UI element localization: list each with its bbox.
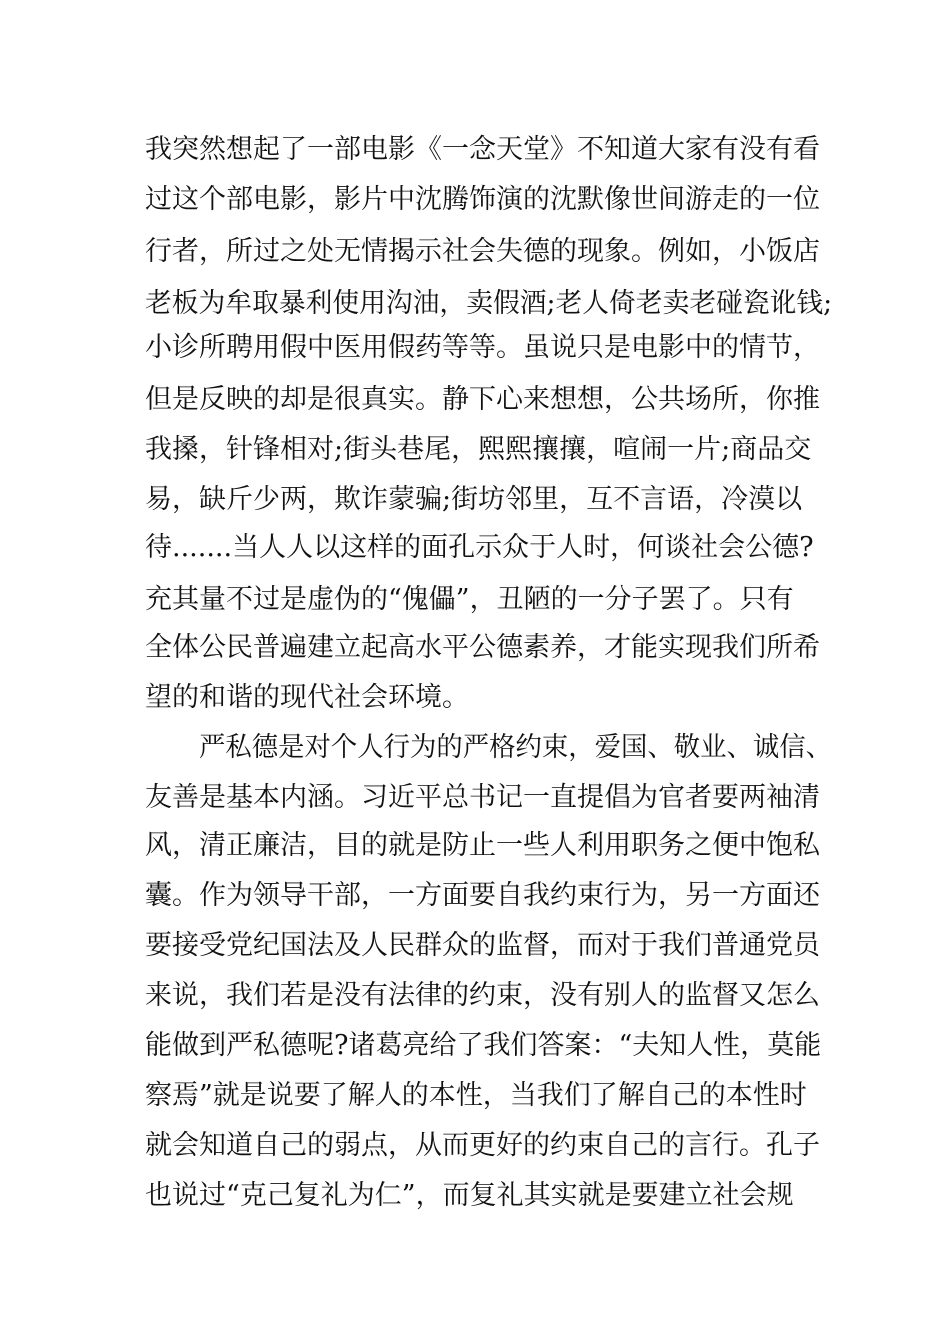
text-line-13-paragraph-start: 严私德是对个人行为的严格约束，爱国、敬业、诚信、 — [199, 732, 832, 763]
text-line-17: 要接受党纪国法及人民群众的监督，而对于我们普通党员 — [145, 930, 820, 961]
text-line-1: 我突然想起了一部电影《一念天堂》不知道大家有没有看 — [145, 134, 820, 165]
text-line-4: 老板为牟取暴利使用沟油，卖假酒;老人倚老卖老碰瓷讹钱; — [145, 288, 833, 319]
text-line-21: 就会知道自己的弱点，从而更好的约束自己的言行。孔子 — [145, 1130, 820, 1161]
text-line-2: 过这个部电影，影片中沈腾饰演的沈默像世间游走的一位 — [145, 184, 820, 215]
text-line-12: 望的和谐的现代社会环境。 — [145, 682, 469, 713]
text-line-18: 来说，我们若是没有法律的约束，没有别人的监督又怎么 — [145, 980, 820, 1011]
text-line-9: 待.......当人人以这样的面孔示众于人时，何谈社会公德? — [145, 532, 814, 563]
text-line-16: 囊。作为领导干部，一方面要自我约束行为，另一方面还 — [145, 880, 820, 911]
text-line-7: 我搡，针锋相对;街头巷尾，熙熙攘攘，喧闹一片;商品交 — [145, 434, 812, 465]
text-line-20: 察焉”就是说要了解人的本性，当我们了解自己的本性时 — [145, 1080, 807, 1111]
text-line-19: 能做到严私德呢?诸葛亮给了我们答案：“夫知人性，莫能 — [145, 1030, 822, 1061]
text-line-14: 友善是基本内涵。习近平总书记一直提倡为官者要两袖清 — [145, 782, 820, 813]
text-line-6: 但是反映的却是很真实。静下心来想想，公共场所，你推 — [145, 384, 820, 415]
text-line-5: 小诊所聘用假中医用假药等等。虽说只是电影中的情节， — [145, 332, 820, 363]
text-line-11: 全体公民普遍建立起高水平公德素养，才能实现我们所希 — [145, 632, 820, 663]
text-line-22: 也说过“克己复礼为仁”，而复礼其实就是要建立社会规 — [145, 1180, 794, 1211]
text-line-8: 易，缺斤少两，欺诈蒙骗;街坊邻里，互不言语，冷漠以 — [145, 484, 803, 515]
text-line-3: 行者，所过之处无情揭示社会失德的现象。例如，小饭店 — [145, 236, 820, 267]
text-line-10: 充其量不过是虚伪的“傀儡”，丑陋的一分子罢了。只有 — [145, 584, 794, 615]
text-line-15: 风，清正廉洁，目的就是防止一些人利用职务之便中饱私 — [145, 830, 820, 861]
